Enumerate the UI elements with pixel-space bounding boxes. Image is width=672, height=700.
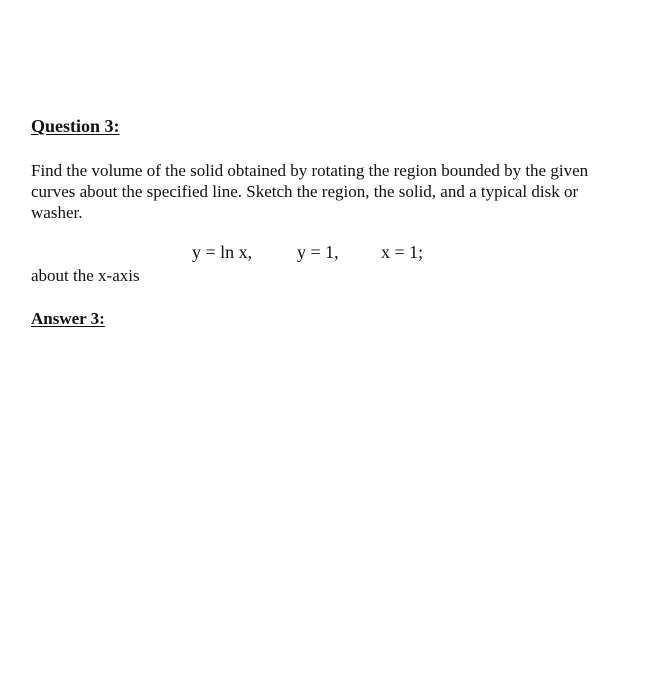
equation-line-y: y = 1,	[297, 242, 339, 262]
rotation-axis-note: about the x-axis	[31, 266, 140, 285]
question-body-line: curves about the specified line. Sketch the region, the solid, and a typical disk or	[31, 182, 579, 201]
equation-curve-ln: y = ln x,	[192, 242, 253, 262]
question-heading: Question 3:	[31, 116, 120, 136]
equation-line-x: x = 1;	[381, 242, 424, 262]
answer-heading: Answer 3:	[31, 309, 105, 328]
question-body-line: Find the volume of the solid obtained by rotating the region bounded by the given	[31, 161, 589, 180]
question-body	[31, 160, 643, 223]
question-body-line: washer.	[31, 203, 83, 222]
